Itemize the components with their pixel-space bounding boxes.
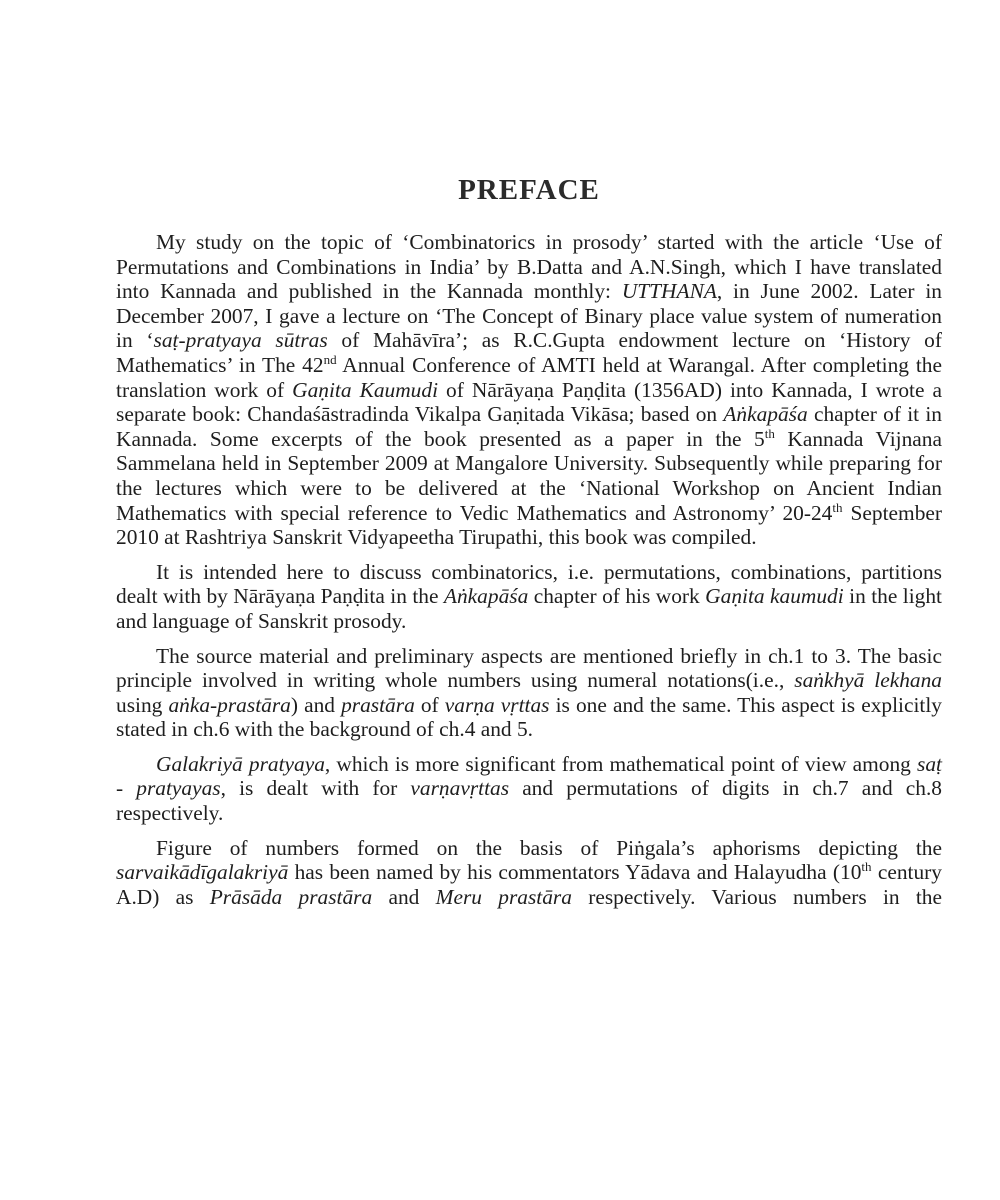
text-run: respectively. Various numbers in the	[571, 884, 942, 909]
text-run: ) and	[290, 692, 342, 717]
italic-term: saṭ-pratyaya sūtras	[153, 328, 328, 353]
text-run: , is dealt with for	[220, 776, 411, 801]
italic-term: varṇa vṛttas	[444, 692, 550, 717]
italic-term: varṇavṛttas	[410, 776, 510, 801]
italic-term: prastāra	[341, 692, 415, 717]
italic-term: saṭ - pratyayas	[116, 751, 942, 801]
preface-body	[116, 230, 942, 909]
text-run: chapter of it in Kannada. Some excerpts of the book presented as a paper in the 5	[116, 402, 942, 451]
superscript: nd	[323, 351, 337, 367]
italic-term: Aṅkapāśa	[443, 584, 529, 609]
text-run: chapter of his work	[528, 584, 706, 609]
text-run: Kannada Vijnana Sammelana held in September 2009 at Mangalore University. Subsequently while preparing for the lectures which were to be delivered at the ‘National Workshop on Ancient Indian Mathematics with special reference to Vedic Mathematics and Astronomy’ 20-24	[116, 426, 942, 525]
text-run: It is intended here to discuss combinatorics, i.e. permutations, combinations, partitions dealt with by Nārāyaṇa Paṇḍita in the	[116, 559, 942, 609]
italic-term: aṅka-prastāra	[168, 692, 291, 717]
text-run: , in June 2002. Later in December 2007, I gave a lecture on ‘The Concept of Binary place value system of numeration in ‘	[116, 279, 942, 353]
italic-term: saṅkhyā lekhana	[794, 668, 943, 693]
document-page	[116, 170, 942, 919]
page-title: PREFACE	[458, 174, 600, 206]
text-run: of	[414, 692, 445, 717]
italic-term: Meru prastāra	[435, 884, 572, 909]
text-run: and	[372, 884, 436, 909]
text-run: , which is more significant from mathematical point of view among	[324, 751, 918, 776]
italic-term: Prāsāda prastāra	[209, 884, 373, 909]
paragraph-5	[116, 836, 942, 910]
text-run: of Mahāvīra’; as R.C.Gupta endowment lecture on ‘History of Mathematics’ in The 42	[116, 328, 943, 377]
paragraph-2	[116, 560, 942, 634]
italic-term: sarvaikādīgalakriyā	[116, 860, 289, 885]
text-run: Annual Conference of AMTI held at Warangal. After completing the translation work of	[116, 352, 942, 402]
italic-term: Galakriyā pratyaya	[156, 751, 325, 776]
paragraph-3	[116, 644, 942, 742]
paragraph-1	[116, 230, 942, 550]
italic-term: Aṅkapāśa	[723, 402, 808, 427]
text-run: Figure of numbers formed on the basis of Piṅgala’s aphorisms depicting the	[156, 835, 942, 860]
text-run: using	[116, 692, 169, 717]
text-run: is one and the same. This aspect is explicitly stated in ch.6 with the background of ch.4 and 5.	[116, 692, 942, 742]
superscript: th	[832, 499, 843, 515]
italic-term: UTTHANA	[621, 279, 717, 304]
text-run: and permutations of digits in ch.7 and ch.8 respectively.	[116, 776, 942, 826]
italic-term: Gaṇita Kaumudi	[292, 377, 439, 402]
text-run: My study on the topic of ‘Combinatorics in prosody’ started with the article ‘Use of Permutations and Combinations in India’ by B.Datta and A.N.Singh, which I have translated into Kannada and published in the Kannada monthly:	[116, 230, 942, 304]
superscript: th	[764, 425, 775, 441]
superscript: th	[861, 859, 872, 875]
italic-term: Gaṇita kaumudi	[705, 584, 844, 609]
text-run: century A.D) as	[116, 860, 942, 909]
paragraph-4	[116, 752, 942, 826]
text-run: September 2010 at Rashtriya Sanskrit Vidyapeetha Tirupathi, this book was compiled.	[116, 500, 943, 550]
text-run: has been named by his commentators Yādava and Halayudha (10	[288, 860, 862, 885]
text-run: of Nārāyaṇa Paṇḍita (1356AD) into Kannada, I wrote a separate book: Chandaśāstradinda Vikalpa Gaṇitada Vikāsa; based on	[116, 377, 942, 427]
text-run: in the light and language of Sanskrit prosody.	[116, 584, 943, 633]
text-run: The source material and preliminary aspects are mentioned briefly in ch.1 to 3. The basic principle involved in writing whole numbers using numeral notations(i.e.,	[116, 643, 942, 693]
